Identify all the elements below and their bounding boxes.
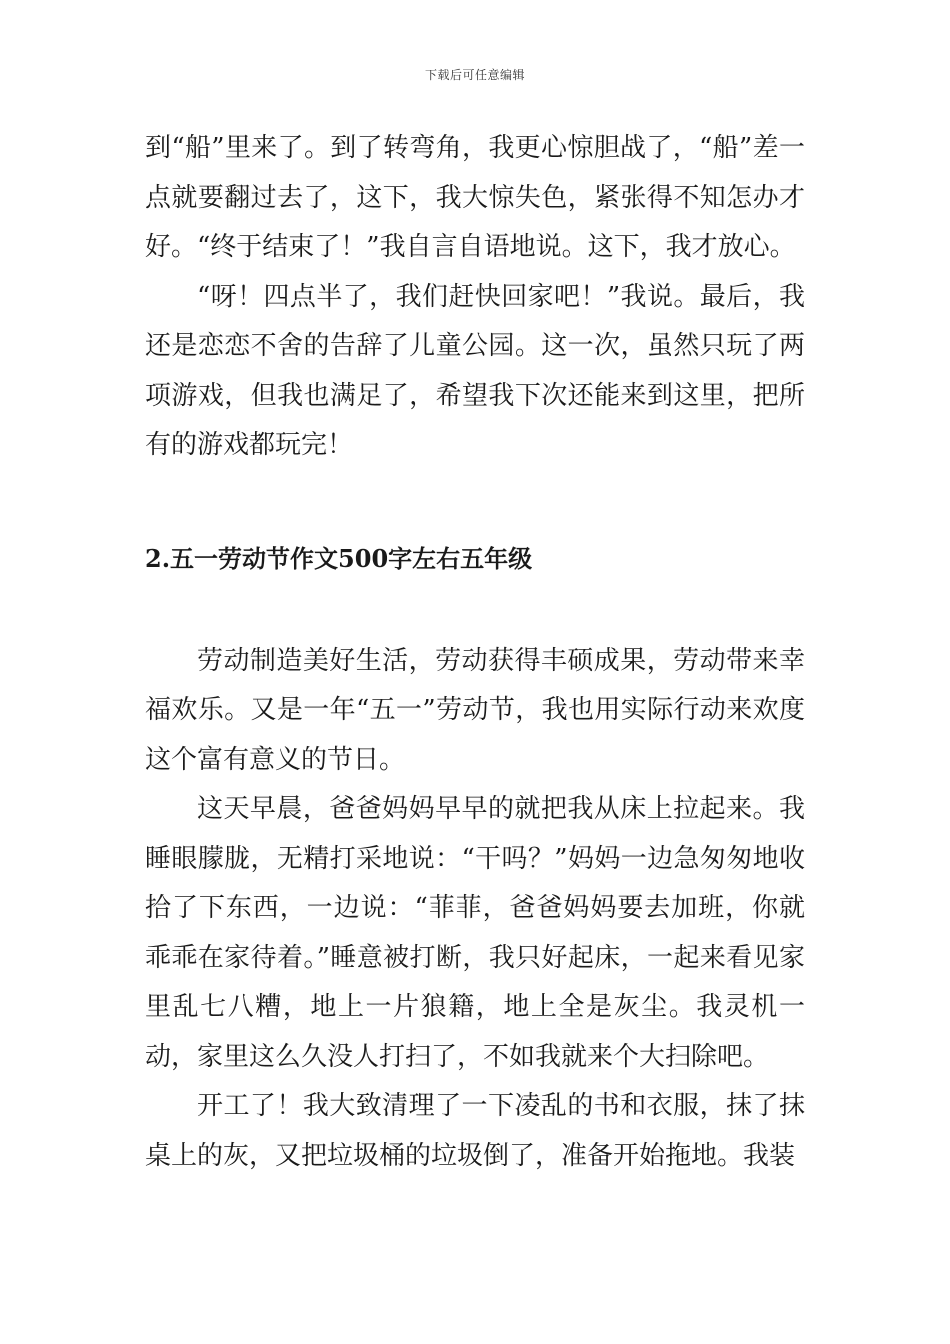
paragraph: 开工了！我大致清理了一下凌乱的书和衣服，抹了抹桌上的灰，又把垃圾桶的垃圾倒了，准备开始拖地。我装 xyxy=(145,1091,805,1171)
paragraph: “呀！四点半了，我们赶快回家吧！”我说。最后，我还是恋恋不舍的告辞了儿童公园。这一次，虽然只玩了两项游戏，但我也满足了，希望我下次还能来到这里，把所有的游戏都玩完！ xyxy=(145,281,805,460)
header-note: 下载后可任意编辑 xyxy=(424,68,525,82)
paragraph-continuation: 到“船”里来了。到了转弯角，我更心惊胆战了，“船”差一点就要翻过去了，这下，我大惊失色，紧张得不知怎办才好。“终于结束了！”我自言自语地说。这下，我才放心。 xyxy=(145,133,805,262)
paragraph: 劳动制造美好生活，劳动获得丰硕成果，劳动带来幸福欢乐。又是一年“五一”劳动节，我也用实际行动来欢度这个富有意义的节日。 xyxy=(145,645,805,775)
section-title: 2.五一劳动节作文500字左右五年级 xyxy=(145,543,533,573)
document-body xyxy=(145,124,805,1181)
spacer xyxy=(145,471,805,539)
spacer xyxy=(145,579,805,637)
paragraph: 这天早晨，爸爸妈妈早早的就把我从床上拉起来。我睡眼朦胧，无精打采地说：“干吗？”妈妈一边急匆匆地收拾了下东西，一边说：“菲菲，爸爸妈妈要去加班，你就乖乖在家待着。”睡意被打断，我只好起床，一起来看见家里乱七八糟，地上一片狼籍，地上全是灰尘。我灵机一动，家里这么久没人打扫了，不如我就来个大扫除吧。 xyxy=(145,794,805,1072)
